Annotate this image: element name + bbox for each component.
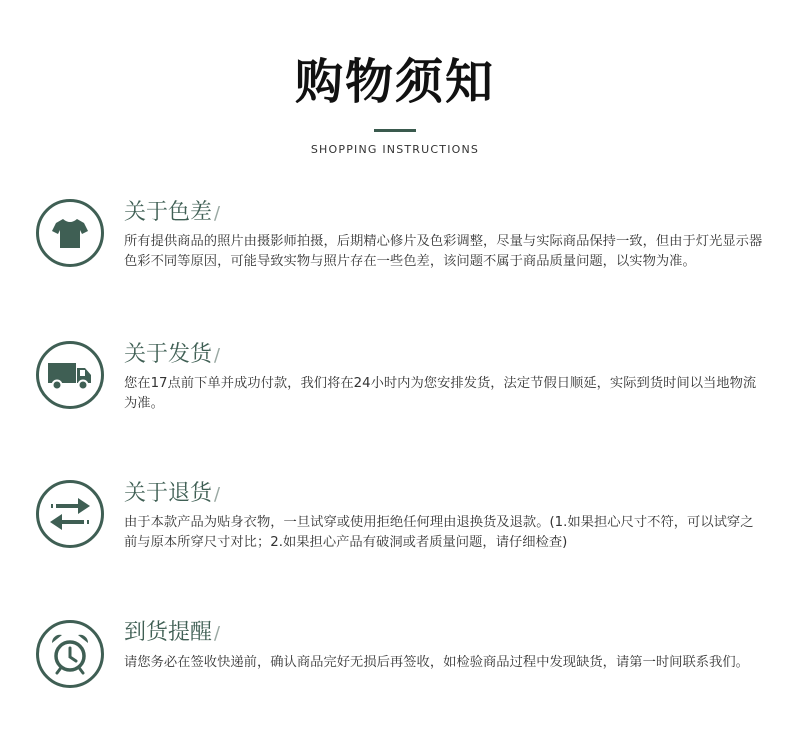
section-title: 关于发货 / <box>124 342 221 367</box>
alarm-clock-icon <box>36 620 104 688</box>
section-body: 所有提供商品的照片由摄影师拍摄，后期精心修片及色彩调整，尽量与实际商品保持一致，但由于灯光显示器色彩不同等原因，可能导致实物与照片存在一些色差，该问题不属于商品质量问题，以实物为准。 <box>124 234 763 269</box>
page-subtitle: SHOPPING INSTRUCTIONS <box>310 143 480 156</box>
section-body: 由于本款产品为贴身衣物，一旦试穿或使用拒绝任何理由退换货及退款。(1.如果担心尺寸不符，可以试穿之前与原本所穿尺寸对比；2.如果担心产品有破洞或者质量问题，请仔细检查) <box>124 515 754 550</box>
delivery-truck-icon <box>36 341 104 409</box>
section-body: 您在17点前下单并成功付款，我们将在24小时内为您安排发货，法定节假日顺延，实际到货时间以当地物流为准。 <box>124 376 757 411</box>
section-title: 到货提醒 / <box>124 620 221 645</box>
exchange-arrows-icon <box>36 480 104 548</box>
title-divider <box>374 129 416 132</box>
page-title: 购物须知 <box>294 54 495 110</box>
tshirt-icon <box>36 199 104 267</box>
section-title: 关于色差 / <box>124 200 221 225</box>
section-body: 请您务必在签收快递前，确认商品完好无损后再签收，如检验商品过程中发现缺货，请第一时间联系我们。 <box>124 655 749 670</box>
section-title: 关于退货 / <box>124 481 221 506</box>
